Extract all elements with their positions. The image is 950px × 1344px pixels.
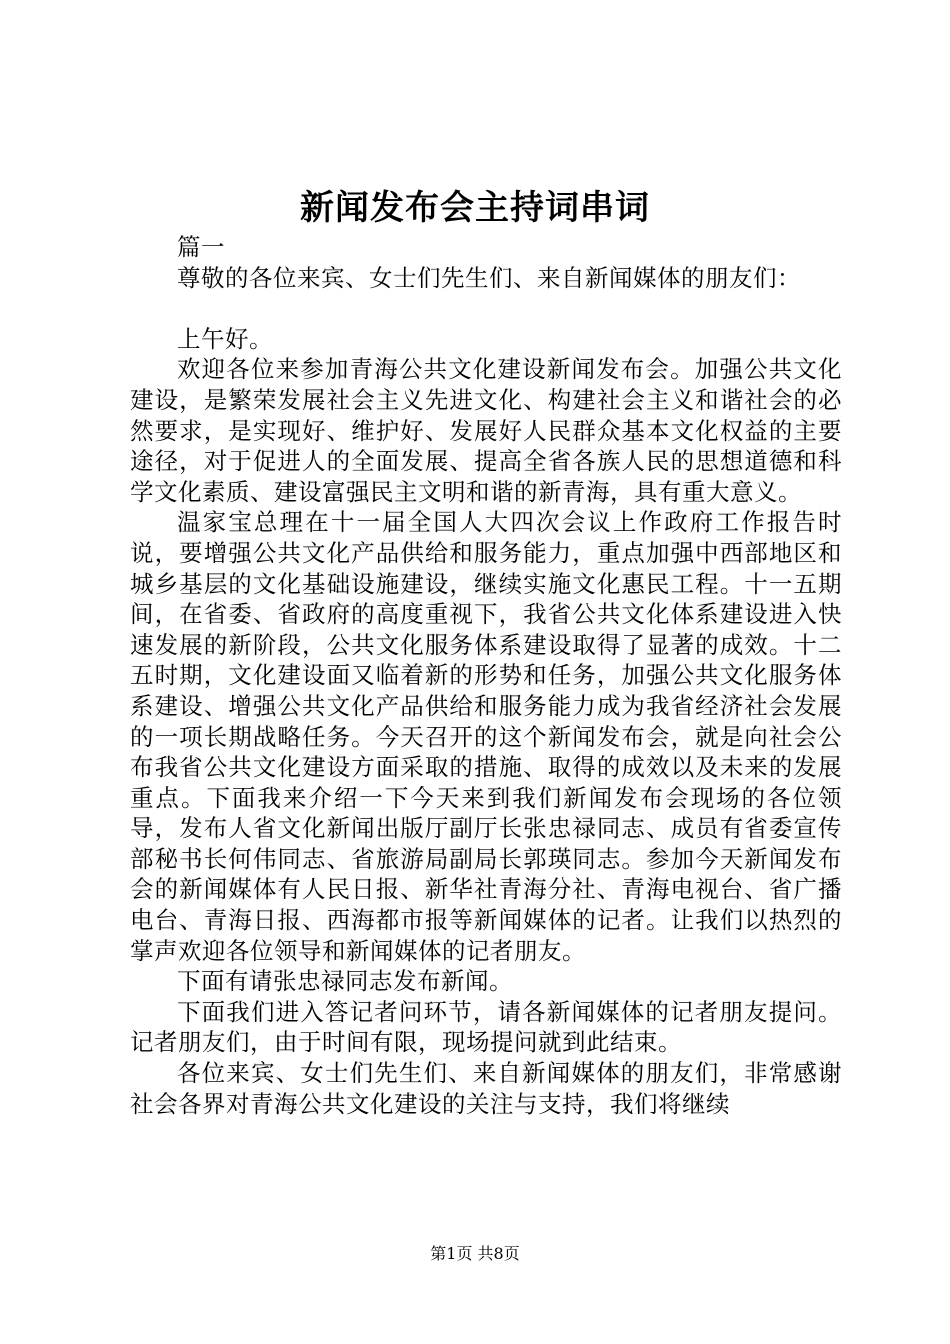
page-number-footer: 第1页 共8页 — [430, 1244, 520, 1263]
document-title: 新闻发布会主持词串词 — [300, 188, 650, 228]
section-heading: 篇一 — [177, 233, 225, 261]
document-body — [130, 232, 842, 1119]
paragraph-invite-speaker: 下面有请张忠禄同志发布新闻。 — [177, 967, 513, 996]
paragraph-closing: 各位来宾、女士们先生们、来自新闻媒体的朋友们，非常感谢社会各界对青海公共文化建设的关注与支持，我们将继续 — [130, 1059, 842, 1118]
greeting: 上午好。 — [177, 324, 273, 353]
paragraph-welcome: 欢迎各位来参加青海公共文化建设新闻发布会。加强公共文化建设，是繁荣发展社会主义先进文化、构建社会主义和谐社会的必然要求，是实现好、维护好、发展好人民群众基本文化权益的主要途径，对于促进人的全面发展、提高全省各族人民的思想道德和科学文化素质、建设富强民主文明和谐的新青海，具有重大意义。 — [130, 355, 842, 506]
salutation: 尊敬的各位来宾、女士们先生们、来自新闻媒体的朋友们： — [177, 263, 801, 292]
paragraph-qa: 下面我们进入答记者问环节，请各新闻媒体的记者朋友提问。记者朋友们，由于时间有限，现场提问就到此结束。 — [130, 997, 842, 1057]
paragraph-background: 温家宝总理在十一届全国人大四次会议上作政府工作报告时说，要增强公共文化产品供给和服务能力，重点加强中西部地区和城乡基层的文化基础设施建设，继续实施文化惠民工程。十一五期间，在省委、省政府的高度重视下，我省公共文化体系建设进入快速发展的新阶段，公共文化服务体系建设取得了显著的成效。十二五时期，文化建设面又临着新的形势和任务，加强公共文化服务体系建设、增强公共文化产品供给和服务能力成为我省经济社会发展的一项长期战略任务。今天召开的这个新闻发布会，就是向社会公布我省公共文化建设方面采取的措施、取得的成效以及未来的发展重点。下面我来介绍一下今天来到我们新闻发布会现场的各位领导，发布人省文化新闻出版厅副厅长张忠禄同志、成员有省委宣传部秘书长何伟同志、省旅游局副局长郭瑛同志。参加今天新闻发布会的新闻媒体有人民日报、新华社青海分社、青海电视台、省广播电台、青海日报、西海都市报等新闻媒体的记者。让我们以热烈的掌声欢迎各位领导和新闻媒体的记者朋友。 — [130, 508, 842, 965]
